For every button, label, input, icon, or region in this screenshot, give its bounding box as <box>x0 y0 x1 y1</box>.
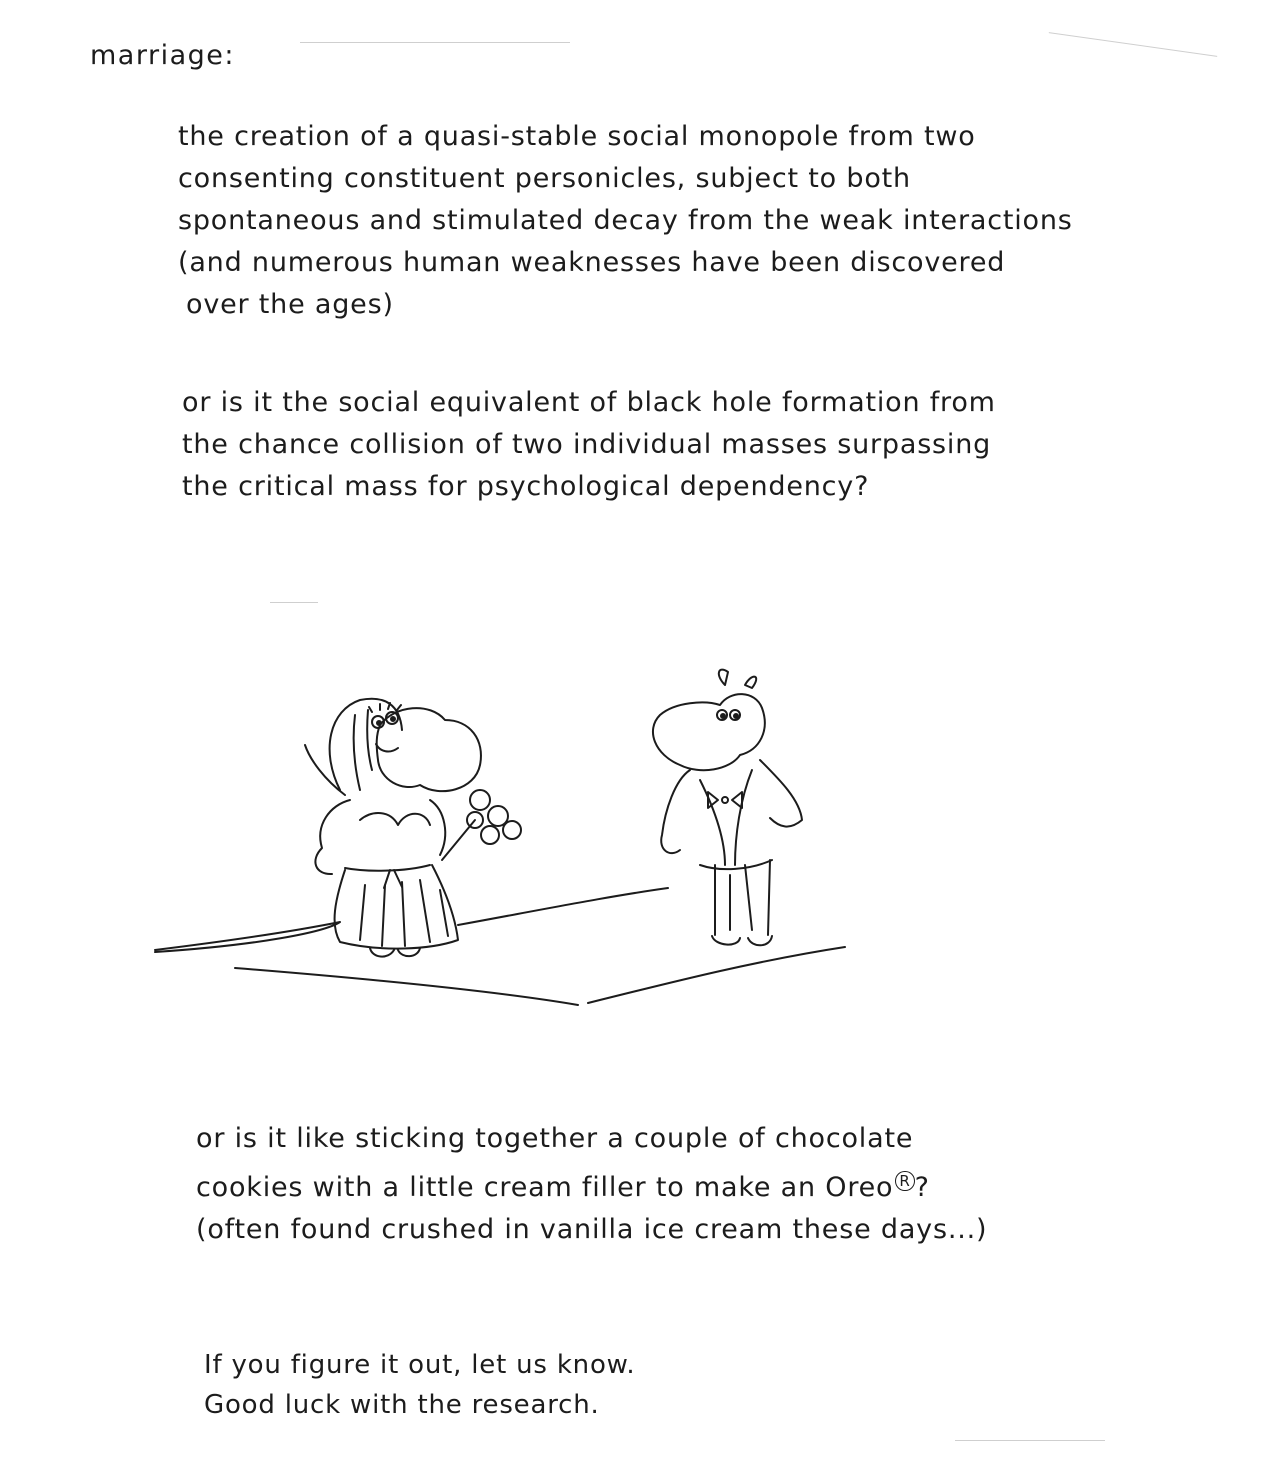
closing-note <box>204 1345 635 1425</box>
bride-train <box>155 922 340 952</box>
bride-skirt <box>335 865 458 949</box>
floor-line <box>588 947 845 1003</box>
bouquet-flower <box>481 826 499 844</box>
scan-mark <box>300 42 570 43</box>
bouquet-flower <box>470 790 490 810</box>
groom-tuxedo <box>661 770 690 853</box>
floor-line <box>458 888 668 925</box>
definition-paragraph <box>178 116 1073 326</box>
text-line: (and numerous human weaknesses have been discovered <box>178 247 1006 278</box>
floor-line <box>235 968 578 1005</box>
page-heading: marriage: <box>90 40 235 71</box>
oreo-question-mark: ? <box>914 1172 930 1203</box>
groom-bowtie <box>708 792 742 808</box>
groom-ear <box>745 677 756 688</box>
text-line: If you figure it out, let us know. <box>204 1350 636 1380</box>
text-line: or is it like sticking together a couple of chocolate <box>196 1123 914 1154</box>
text-line: consenting constituent personicles, subject to both <box>178 163 911 194</box>
text-line: spontaneous and stimulated decay from the weak interactions <box>178 205 1073 236</box>
scan-mark <box>1049 32 1217 57</box>
oreo-line-text: cookies with a little cream filler to make an Oreo <box>196 1172 894 1203</box>
oreo-paragraph <box>196 1118 987 1251</box>
text-line: or is it the social equivalent of black hole formation from <box>182 387 996 418</box>
black-hole-paragraph <box>182 382 996 508</box>
text-line: Good luck with the research. <box>204 1390 600 1420</box>
text-line: over the ages) <box>186 289 394 320</box>
groom-ear <box>719 670 728 685</box>
scan-mark <box>270 602 318 603</box>
groom-head <box>653 694 765 770</box>
text-line: (often found crushed in vanilla ice cream these days...) <box>196 1214 988 1245</box>
registered-trademark-mark: R <box>895 1171 914 1191</box>
text-line: the chance collision of two individual masses surpassing <box>182 429 992 460</box>
hippo-wedding-illustration <box>140 660 860 1040</box>
text-line <box>196 1160 987 1209</box>
scan-mark <box>955 1440 1105 1441</box>
bride-body <box>315 800 350 874</box>
bouquet-flower <box>503 821 521 839</box>
groom-trousers <box>715 860 770 935</box>
text-line: the creation of a quasi-stable social monopole from two <box>178 121 976 152</box>
text-line: the critical mass for psychological dependency? <box>182 471 870 502</box>
